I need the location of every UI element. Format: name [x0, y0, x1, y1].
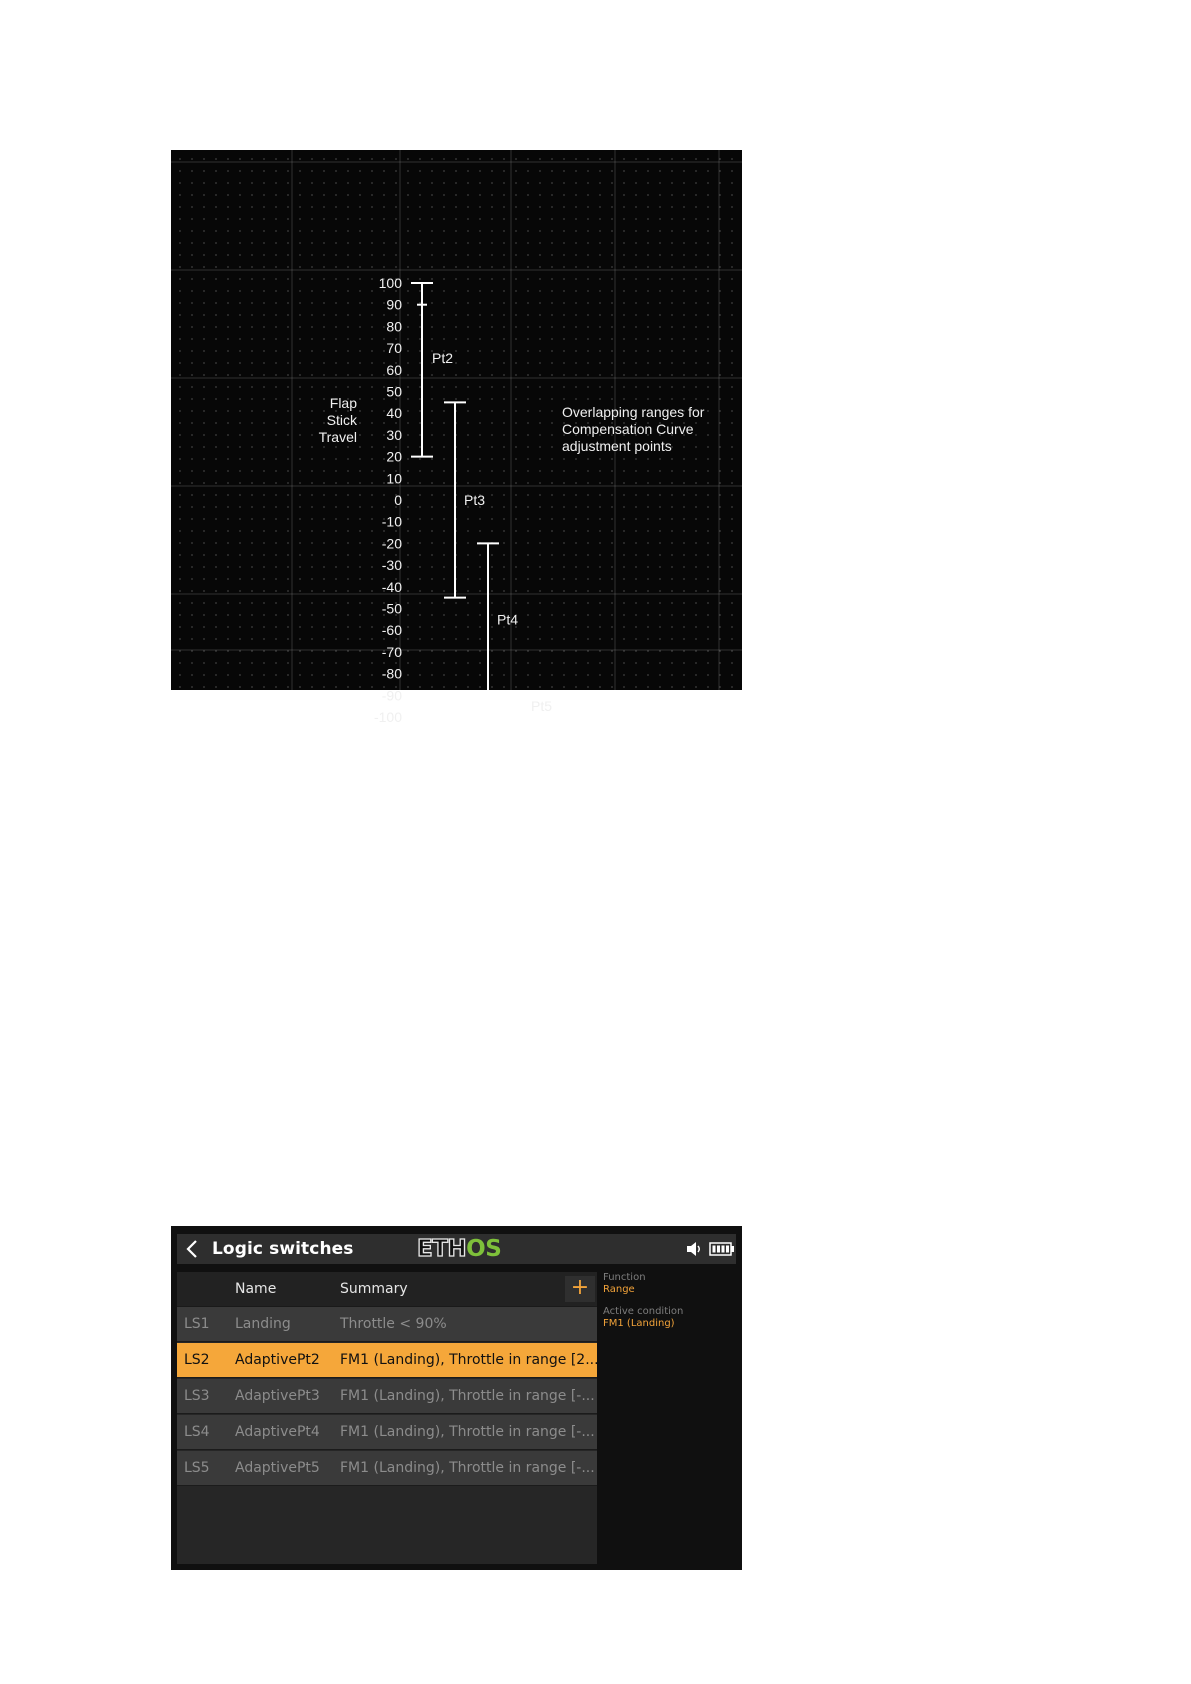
note-line-1: Overlapping ranges for [562, 404, 705, 420]
table-row[interactable] [177, 1451, 597, 1486]
table-row[interactable] [177, 1415, 597, 1450]
tick-label: 20 [386, 448, 402, 465]
tick-label: 90 [386, 296, 402, 313]
row-name: AdaptivePt4 [235, 1424, 320, 1440]
row-summary: FM1 (Landing), Throttle in range [-... [340, 1388, 595, 1404]
note-line-2: Compensation Curve [562, 421, 694, 437]
tick-label: 100 [378, 275, 402, 291]
column-summary: Summary [340, 1281, 408, 1297]
row-id: LS4 [184, 1424, 210, 1440]
tick-label: -80 [381, 665, 402, 682]
tick-label: 70 [386, 340, 402, 357]
flap-travel-diagram [171, 150, 742, 725]
function-label: Function [603, 1272, 646, 1283]
battery-icon [709, 1242, 735, 1256]
range-bar-pt5 [510, 695, 552, 717]
axis-title-line-1: Flap [329, 395, 357, 411]
diagram-canvas [171, 150, 742, 725]
tick-label: 30 [386, 426, 402, 443]
logo-os: OS [466, 1236, 502, 1262]
ethos-screen [171, 1226, 742, 1570]
page-title: Logic switches [212, 1239, 354, 1259]
range-bar-pt2 [411, 283, 453, 457]
table-row[interactable] [177, 1343, 597, 1378]
range-bar-pt4 [477, 543, 518, 695]
row-summary: FM1 (Landing), Throttle in range [2... [340, 1352, 599, 1368]
row-name: AdaptivePt3 [235, 1388, 320, 1404]
table-header [177, 1272, 597, 1307]
tick-label: 60 [386, 361, 402, 378]
range-label: Pt5 [531, 698, 553, 715]
top-bar [177, 1234, 736, 1264]
logic-switch-table [177, 1272, 597, 1564]
grid-lines [171, 150, 742, 690]
range-label: Pt4 [497, 611, 519, 628]
table-row[interactable] [177, 1307, 597, 1342]
range-bars [411, 283, 552, 717]
tick-label: -60 [381, 622, 402, 639]
range-bar-pt3 [444, 402, 485, 597]
add-button[interactable]: + [565, 1276, 595, 1302]
row-id: LS2 [184, 1352, 210, 1368]
axis-tick-labels [374, 275, 402, 725]
tick-label: -20 [381, 535, 402, 552]
tick-label: -40 [381, 578, 402, 595]
row-id: LS1 [184, 1316, 210, 1332]
detail-panel [603, 1272, 738, 1564]
active-condition-label: Active condition [603, 1306, 684, 1317]
row-name: AdaptivePt5 [235, 1460, 320, 1476]
logo-eth: ETH [417, 1236, 467, 1262]
range-label: Pt3 [464, 492, 486, 508]
tick-label: -70 [381, 643, 402, 660]
row-summary: FM1 (Landing), Throttle in range [-... [340, 1460, 595, 1476]
active-condition-value: FM1 (Landing) [603, 1318, 675, 1329]
column-name: Name [235, 1281, 277, 1297]
row-summary: FM1 (Landing), Throttle in range [-... [340, 1424, 595, 1440]
tick-label: -30 [381, 557, 402, 574]
chevron-left-icon[interactable] [185, 1239, 199, 1259]
tick-label: -50 [381, 600, 402, 617]
axis-title-line-3: Travel [318, 429, 357, 445]
tick-label: -100 [373, 709, 402, 725]
ethos-logo [417, 1236, 501, 1262]
tick-label: 80 [386, 318, 402, 335]
row-summary: Throttle < 90% [340, 1316, 447, 1332]
tick-label: -90 [381, 687, 402, 704]
row-name: Landing [235, 1316, 291, 1332]
row-id: LS3 [184, 1388, 210, 1404]
function-value: Range [603, 1284, 635, 1295]
note-line-3: adjustment points [562, 438, 672, 454]
tick-label: 50 [386, 383, 402, 400]
axis-title-line-2: Stick [326, 412, 357, 428]
table-row[interactable] [177, 1379, 597, 1414]
speaker-icon[interactable] [685, 1240, 703, 1258]
tick-label: -10 [381, 513, 402, 530]
tick-label: 10 [386, 470, 402, 487]
range-label: Pt2 [432, 349, 454, 366]
tick-label: 0 [394, 492, 402, 508]
row-name: AdaptivePt2 [235, 1352, 320, 1368]
tick-label: 40 [386, 405, 402, 422]
row-id: LS5 [184, 1460, 210, 1476]
